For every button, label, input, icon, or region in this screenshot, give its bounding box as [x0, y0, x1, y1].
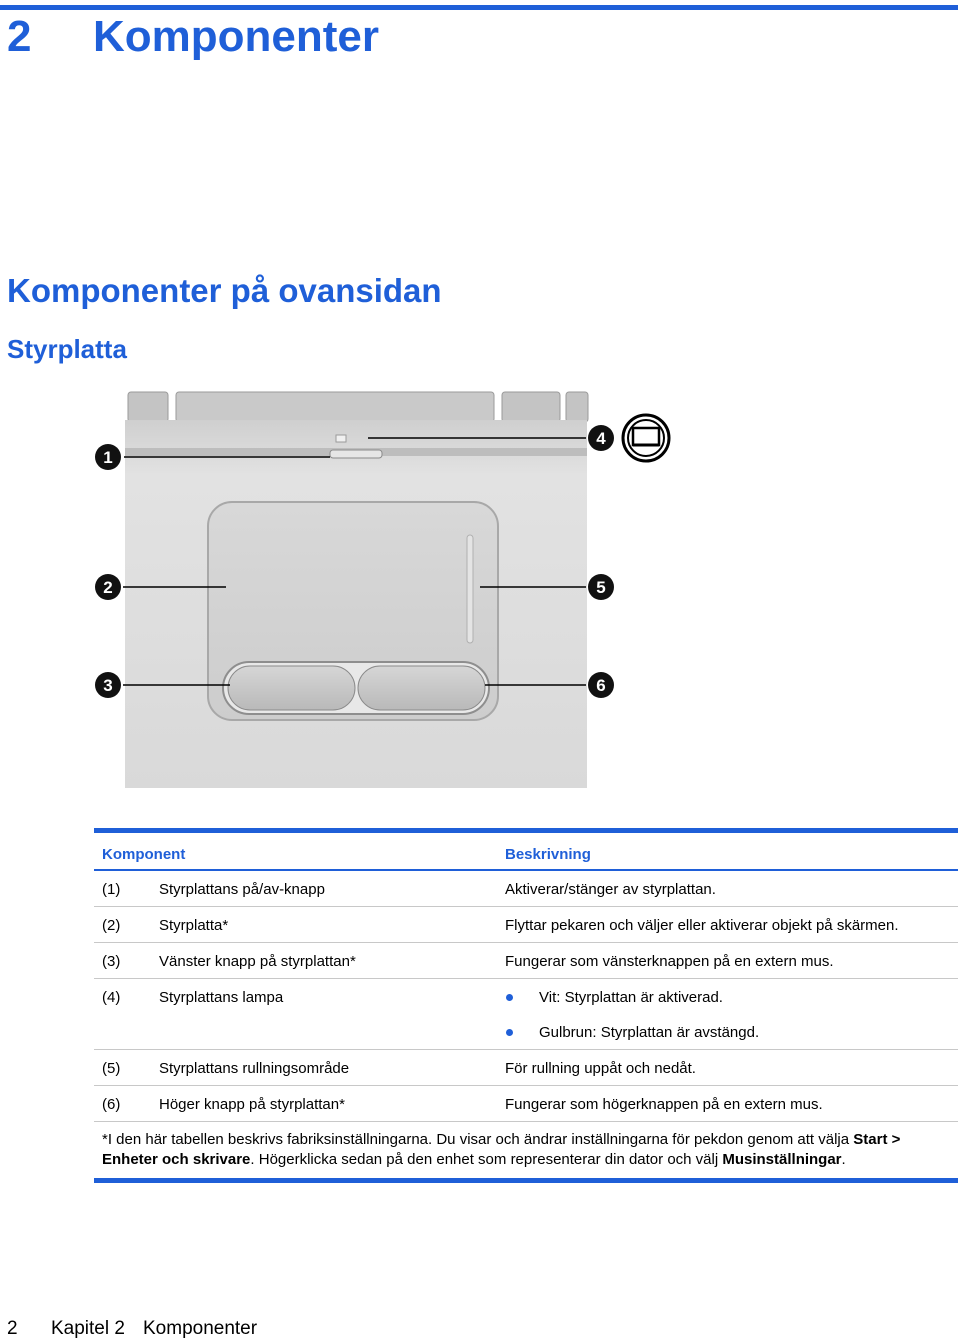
table-row [94, 907, 958, 943]
row-description: Fungerar som högerknappen på en extern mus. [505, 1096, 823, 1113]
row-description: Aktiverar/stänger av styrplattan. [505, 881, 716, 898]
left-touchpad-button [228, 666, 355, 710]
svg-text:6: 6 [596, 676, 606, 695]
svg-text:4: 4 [596, 429, 606, 448]
footer-chapter: Kapitel 2 [51, 1318, 125, 1339]
top-rule [0, 5, 958, 10]
row-number: (2) [102, 917, 121, 934]
touchpad-figure-svg [90, 390, 680, 795]
row-number: (1) [102, 881, 121, 898]
footer-title: Komponenter [143, 1318, 258, 1339]
chapter-title-text: Komponenter [93, 12, 379, 61]
row-number: (6) [102, 1096, 121, 1113]
table-row [94, 943, 958, 979]
table-row [94, 871, 958, 907]
touchpad-light-indicator [336, 435, 346, 442]
bullet-icon [506, 1029, 513, 1036]
svg-text:1: 1 [103, 448, 113, 467]
footnote-bold-path: Start > Enheter och skrivare [102, 1131, 901, 1168]
row-component: Höger knapp på styrplattan* [159, 1096, 345, 1113]
callout-4 [588, 425, 614, 451]
touchpad-onoff-button [330, 450, 382, 458]
row-component: Styrplatta* [159, 917, 229, 934]
row-number: (5) [102, 1060, 121, 1077]
row-component: Vänster knapp på styrplattan* [159, 953, 356, 970]
page-number: 2 [7, 1318, 18, 1339]
touchpad-illustration [90, 390, 680, 795]
scroll-zone [467, 535, 473, 643]
chapter-title [7, 12, 379, 62]
header-component: Komponent [102, 846, 186, 863]
table-footnote [94, 1122, 958, 1183]
header-description: Beskrivning [505, 846, 591, 863]
callout-1 [95, 444, 121, 470]
subsection-title: Styrplatta [7, 334, 127, 364]
components-table [94, 828, 958, 1183]
table-row [94, 1086, 958, 1122]
page-footer [7, 1318, 257, 1340]
svg-text:5: 5 [596, 578, 606, 597]
row-component: Styrplattans rullningsområde [159, 1060, 350, 1077]
table-row [94, 1050, 958, 1086]
row-description: Flyttar pekaren och väljer eller aktiverar objekt på skärmen. [505, 917, 899, 934]
touchpad-icon [623, 415, 669, 461]
footnote-bold-setting: Musinställningar [722, 1151, 842, 1168]
row-number: (4) [102, 989, 121, 1006]
table-header [94, 828, 958, 871]
callout-6 [588, 672, 614, 698]
row-bullet-text: Vit: Styrplattan är aktiverad. [539, 989, 723, 1006]
table-row [94, 1014, 958, 1050]
bullet-icon [506, 994, 513, 1001]
right-touchpad-button [358, 666, 485, 710]
callout-3 [95, 672, 121, 698]
svg-text:2: 2 [103, 578, 113, 597]
row-description: Fungerar som vänsterknappen på en extern mus. [505, 953, 834, 970]
row-bullet-text: Gulbrun: Styrplattan är avstängd. [539, 1024, 760, 1041]
section-title: Komponenter på ovansidan [7, 272, 442, 309]
footnote-text-1: *I den här tabellen beskrivs fabriksinställningarna. Du visar och ändrar inställningarna för pekdon genom att välja [102, 1131, 854, 1148]
row-description: För rullning uppåt och nedåt. [505, 1060, 696, 1077]
table-row [94, 979, 958, 1014]
callout-5 [588, 574, 614, 600]
row-number: (3) [102, 953, 121, 970]
chapter-number: 2 [7, 12, 32, 61]
svg-text:3: 3 [103, 676, 113, 695]
callout-2 [95, 574, 121, 600]
footnote-text-2: . Högerklicka sedan på den enhet som representerar din dator och välj [250, 1151, 723, 1168]
footnote-text-3: . [841, 1151, 846, 1168]
keyboard-keys [128, 392, 588, 422]
row-component: Styrplattans lampa [159, 989, 284, 1006]
row-component: Styrplattans på/av-knapp [159, 881, 325, 898]
